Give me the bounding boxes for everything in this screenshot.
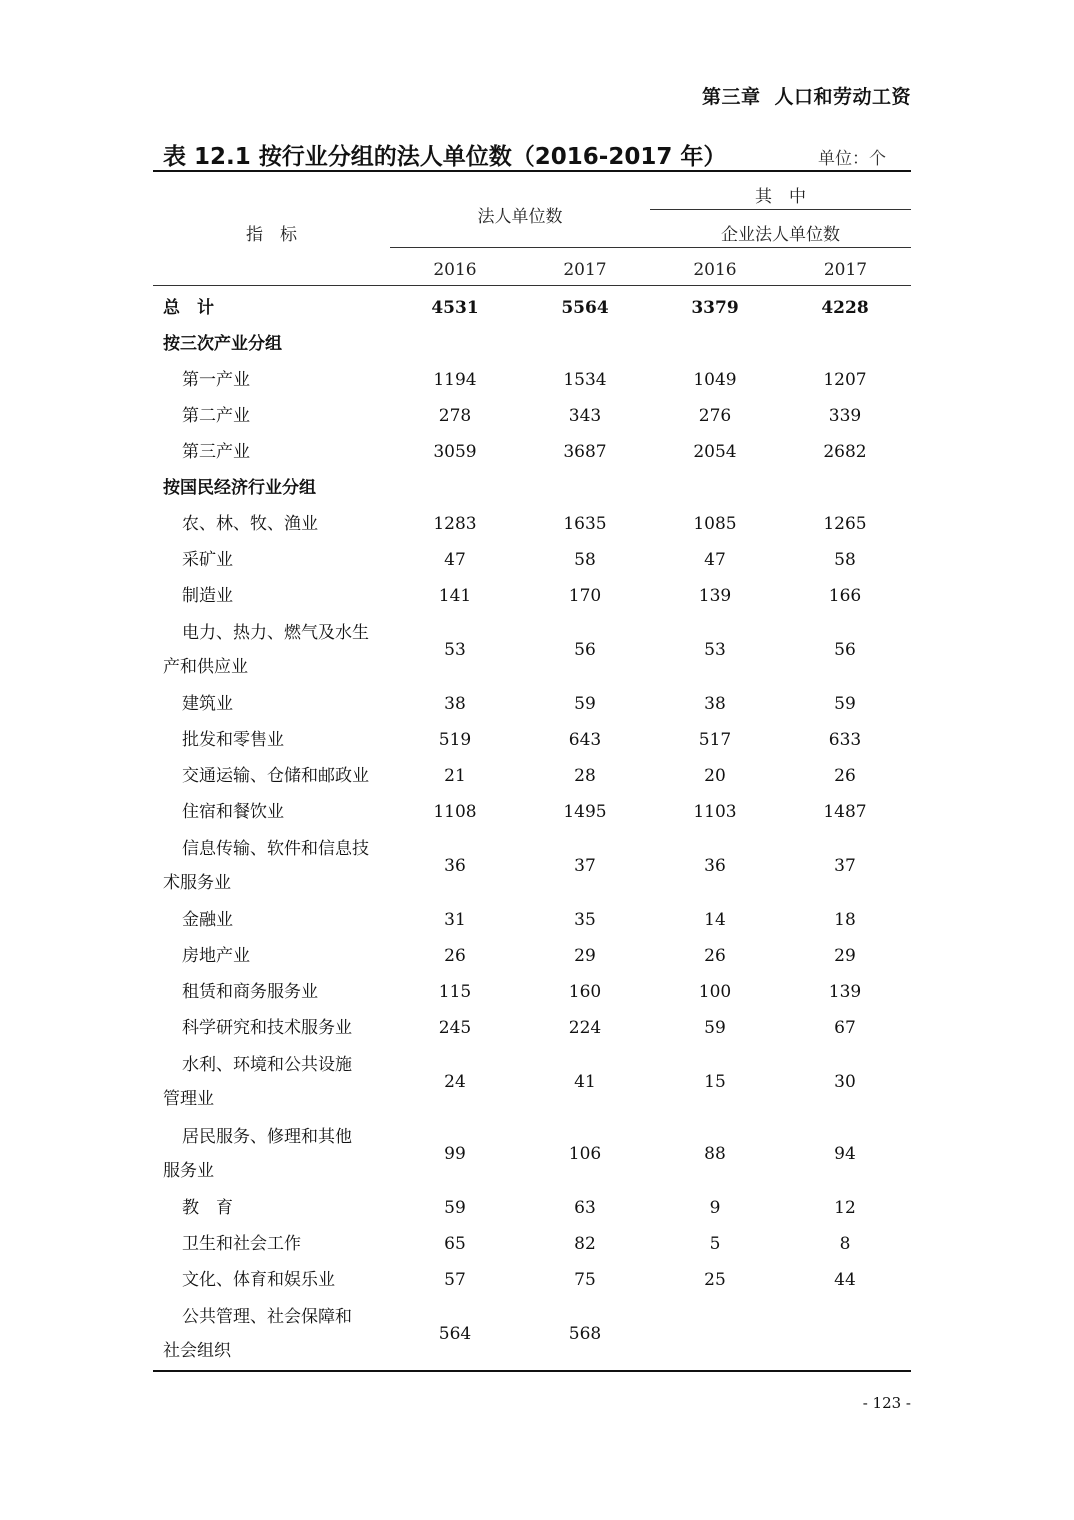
header-divider: [390, 247, 911, 248]
row-label: [153, 291, 390, 325]
cell-value: 1108: [433, 802, 477, 822]
cell-value: 343: [568, 406, 602, 426]
row-label-line: 总 计: [163, 298, 214, 318]
cell-value: 519: [438, 730, 472, 750]
table-row: [153, 1226, 911, 1262]
cell-value: 2054: [693, 442, 737, 462]
row-label-line: 服务业: [163, 1161, 214, 1181]
row-label-line: 电力、热力、燃气及水生: [182, 623, 369, 643]
of-which-header: 其 中: [755, 187, 806, 207]
cell-value: 139: [698, 586, 732, 606]
table-row: [153, 974, 911, 1010]
cell-value: 75: [574, 1270, 596, 1290]
cell-value: 37: [834, 856, 856, 876]
cell-value: 3059: [433, 442, 477, 462]
cell-value: 1103: [693, 802, 737, 822]
cell-value: 160: [568, 982, 602, 1002]
cell-value: 59: [834, 694, 856, 714]
cell-value: 59: [704, 1018, 726, 1038]
table-row: [153, 1046, 911, 1118]
cell-value: 36: [444, 856, 466, 876]
cell-value: 44: [834, 1270, 856, 1290]
row-label-line: 社会组织: [163, 1341, 231, 1361]
row-label: [153, 1120, 390, 1188]
row-label-line: 按三次产业分组: [163, 334, 282, 354]
cell-value: 633: [828, 730, 862, 750]
table-row: [153, 542, 911, 578]
cell-value: 3687: [563, 442, 607, 462]
row-label: [153, 687, 390, 721]
table-row: [153, 506, 911, 542]
row-label: [153, 399, 390, 433]
header-divider: [650, 209, 911, 210]
cell-value: 4228: [821, 298, 869, 318]
cell-value: 1049: [693, 370, 737, 390]
table-row: [153, 794, 911, 830]
total-row: [153, 290, 911, 326]
cell-value: 82: [574, 1234, 596, 1254]
cell-value: 28: [574, 766, 596, 786]
row-label-line: 金融业: [182, 910, 233, 930]
year-header: 2017: [823, 260, 868, 280]
row-label-line: 居民服务、修理和其他: [182, 1127, 352, 1147]
cell-value: 14: [704, 910, 726, 930]
table-row: [153, 1298, 911, 1370]
row-label-line: 住宿和餐饮业: [182, 802, 284, 822]
row-label-line: 文化、体育和娱乐业: [182, 1270, 335, 1290]
cell-value: 276: [698, 406, 732, 426]
row-label-line: 产和供应业: [163, 657, 248, 677]
row-label: [153, 723, 390, 757]
cell-value: 15: [704, 1072, 726, 1092]
cell-value: 31: [444, 910, 466, 930]
cell-value: 1283: [433, 514, 477, 534]
cell-value: 99: [444, 1144, 466, 1164]
table-row: [153, 614, 911, 686]
cell-value: 63: [574, 1198, 596, 1218]
year-header: 2016: [433, 260, 477, 280]
cell-value: 56: [574, 640, 596, 660]
row-label: [153, 903, 390, 937]
table-row: [153, 1262, 911, 1298]
cell-value: 339: [828, 406, 862, 426]
row-label: [153, 759, 390, 793]
table-row: [153, 686, 911, 722]
table-row: [153, 938, 911, 974]
cell-value: 59: [574, 694, 596, 714]
row-label: [153, 1011, 390, 1045]
cell-value: 12: [834, 1198, 856, 1218]
header-bottom-rule: [153, 285, 911, 286]
table-row: [153, 1010, 911, 1046]
year-header: 2017: [563, 260, 607, 280]
row-label: [153, 579, 390, 613]
row-label: [153, 795, 390, 829]
row-label: [153, 363, 390, 397]
row-label: [153, 1191, 390, 1225]
table-row: [153, 362, 911, 398]
cell-value: 26: [704, 946, 726, 966]
table-title: 表 12.1 按行业分组的法人单位数（2016-2017 年）: [163, 144, 727, 170]
cell-value: 8: [839, 1234, 851, 1254]
table-header: [153, 172, 911, 290]
cell-value: 106: [568, 1144, 602, 1164]
table-row: [153, 578, 911, 614]
cell-value: 47: [704, 550, 726, 570]
cell-value: 58: [834, 550, 856, 570]
cell-value: 1085: [693, 514, 737, 534]
row-label-line: 第一产业: [182, 370, 250, 390]
cell-value: 224: [568, 1018, 602, 1038]
group-row: [153, 326, 911, 362]
chapter-number: 第三章: [701, 86, 761, 108]
cell-value: 26: [444, 946, 466, 966]
cell-value: 88: [704, 1144, 726, 1164]
row-label: [153, 832, 390, 900]
row-label-line: 交通运输、仓储和邮政业: [182, 766, 369, 786]
cell-value: 59: [444, 1198, 466, 1218]
chapter-header: [702, 82, 911, 109]
table-row: [153, 398, 911, 434]
table-row: [153, 830, 911, 902]
unit-label: 单位：个: [818, 149, 886, 169]
cell-value: 1487: [823, 802, 867, 822]
row-label: [153, 327, 390, 361]
cell-value: 517: [698, 730, 732, 750]
table-row: [153, 434, 911, 470]
cell-value: 1495: [563, 802, 607, 822]
row-label-line: 科学研究和技术服务业: [182, 1018, 352, 1038]
row-label: [153, 471, 390, 505]
table-row: [153, 1118, 911, 1190]
cell-value: 21: [444, 766, 466, 786]
row-label-line: 卫生和社会工作: [182, 1234, 301, 1254]
bottom-rule: [153, 1370, 911, 1372]
year-header: 2016: [693, 260, 737, 280]
cell-value: 18: [834, 910, 856, 930]
cell-value: 47: [444, 550, 466, 570]
row-label: [153, 939, 390, 973]
table-row: [153, 902, 911, 938]
row-label-line: 第三产业: [182, 442, 250, 462]
cell-value: 38: [704, 694, 726, 714]
cell-value: 25: [704, 1270, 726, 1290]
cell-value: 29: [834, 946, 856, 966]
row-label-line: 教 育: [182, 1198, 233, 1218]
cell-value: 5: [709, 1234, 721, 1254]
row-label-line: 建筑业: [182, 694, 233, 714]
cell-value: 53: [704, 640, 726, 660]
cell-value: 139: [828, 982, 862, 1002]
cell-value: 58: [574, 550, 596, 570]
data-table: [153, 172, 911, 1370]
cell-value: 1194: [433, 370, 477, 390]
row-label-line: 按国民经济行业分组: [163, 478, 316, 498]
cell-value: 9: [709, 1198, 721, 1218]
cell-value: 643: [568, 730, 602, 750]
table-row: [153, 758, 911, 794]
cell-value: 56: [834, 640, 856, 660]
cell-value: 24: [444, 1072, 466, 1092]
table-body: [153, 290, 911, 1370]
cell-value: 41: [574, 1072, 596, 1092]
cell-value: 1534: [563, 370, 607, 390]
indicator-header: 指 标: [246, 225, 297, 245]
row-label-line: 租赁和商务服务业: [182, 982, 318, 1002]
chapter-title: 人口和劳动工资: [774, 86, 911, 108]
cell-value: 4531: [431, 298, 479, 318]
cell-value: 29: [574, 946, 596, 966]
cell-value: 20: [704, 766, 726, 786]
table-row: [153, 1190, 911, 1226]
cell-value: 2682: [823, 442, 867, 462]
cell-value: 245: [438, 1018, 472, 1038]
cell-value: 5564: [561, 298, 609, 318]
cell-value: 1207: [823, 370, 867, 390]
row-label: [153, 1048, 390, 1116]
table-row: [153, 722, 911, 758]
enterprise-units-header: 企业法人单位数: [721, 225, 840, 245]
cell-value: 1635: [563, 514, 607, 534]
cell-value: 57: [444, 1270, 466, 1290]
cell-value: 94: [834, 1144, 856, 1164]
cell-value: 36: [704, 856, 726, 876]
row-label-line: 采矿业: [182, 550, 233, 570]
cell-value: 141: [438, 586, 472, 606]
cell-value: 564: [438, 1324, 472, 1344]
cell-value: 38: [444, 694, 466, 714]
row-label: [153, 507, 390, 541]
cell-value: 100: [698, 982, 732, 1002]
cell-value: 166: [828, 586, 862, 606]
cell-value: 170: [568, 586, 602, 606]
row-label: [153, 435, 390, 469]
row-label-line: 水利、环境和公共设施: [182, 1055, 352, 1075]
row-label-line: 管理业: [163, 1089, 214, 1109]
row-label-line: 术服务业: [163, 873, 231, 893]
group-row: [153, 470, 911, 506]
row-label-line: 第二产业: [182, 406, 250, 426]
row-label: [153, 543, 390, 577]
cell-value: 3379: [691, 298, 739, 318]
row-label-line: 信息传输、软件和信息技: [182, 839, 369, 859]
cell-value: 115: [438, 982, 472, 1002]
row-label: [153, 616, 390, 684]
cell-value: 568: [568, 1324, 602, 1344]
row-label: [153, 1227, 390, 1261]
cell-value: 26: [834, 766, 856, 786]
cell-value: 278: [438, 406, 472, 426]
row-label-line: 制造业: [182, 586, 233, 606]
cell-value: 30: [834, 1072, 856, 1092]
page-number: - 123 -: [862, 1394, 911, 1412]
cell-value: 35: [574, 910, 596, 930]
row-label: [153, 1263, 390, 1297]
row-label: [153, 975, 390, 1009]
cell-value: 53: [444, 640, 466, 660]
row-label-line: 房地产业: [182, 946, 250, 966]
cell-value: 67: [834, 1018, 856, 1038]
row-label-line: 农、林、牧、渔业: [182, 514, 318, 534]
row-label: [153, 1300, 390, 1368]
row-label-line: 批发和零售业: [182, 730, 284, 750]
legal-units-header: 法人单位数: [477, 207, 563, 227]
cell-value: 65: [444, 1234, 466, 1254]
row-label-line: 公共管理、社会保障和: [182, 1307, 352, 1327]
cell-value: 37: [574, 856, 596, 876]
cell-value: 1265: [823, 514, 867, 534]
